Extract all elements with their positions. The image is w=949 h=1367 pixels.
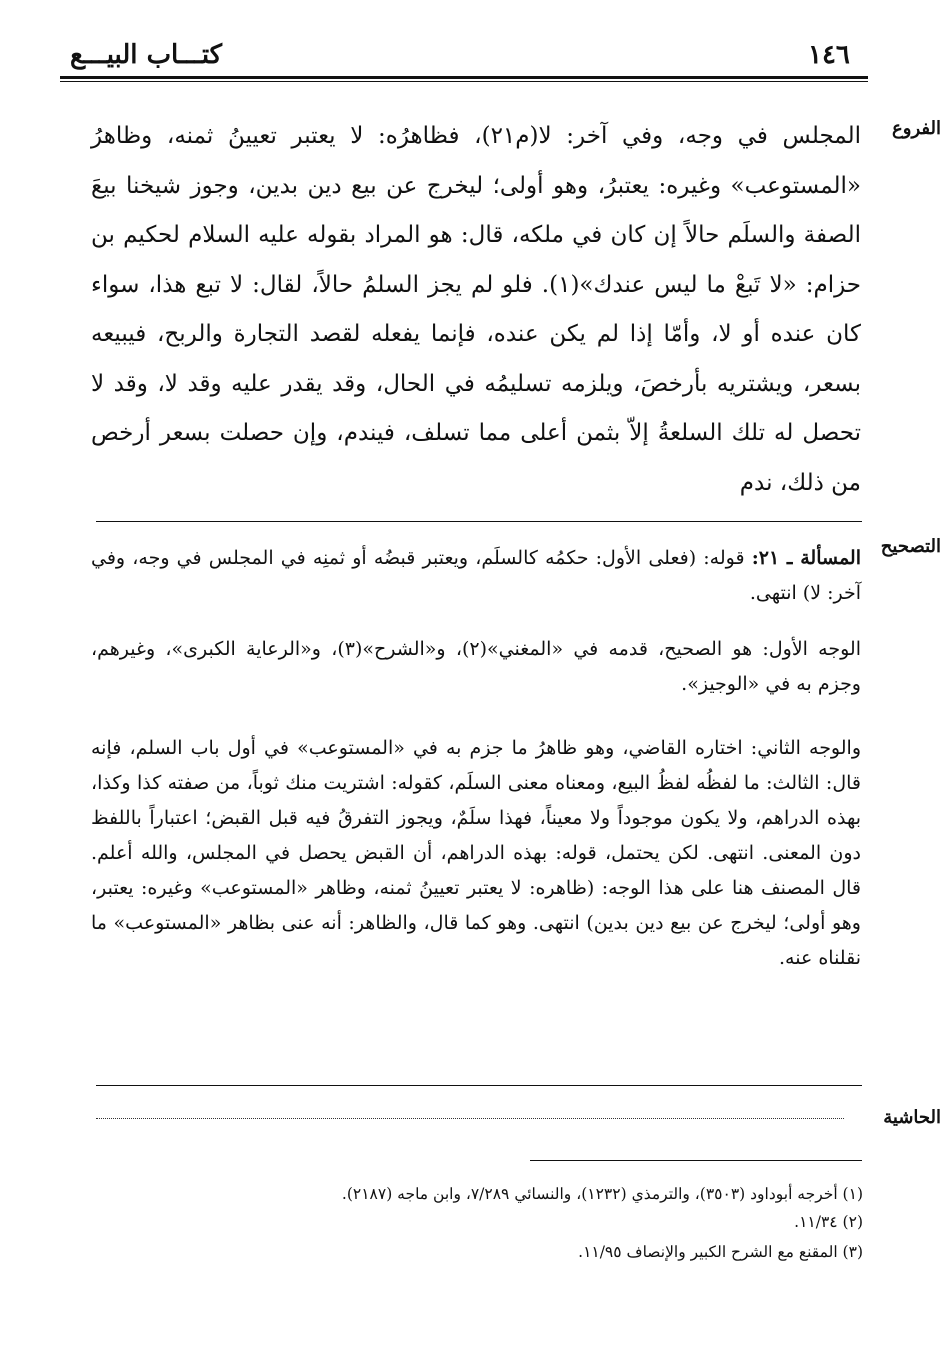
tashih-paragraph-1 — [91, 541, 861, 611]
footnote-3: (٣) المقنع مع الشرح الكبير والإنصاف ١١/٩٥. — [578, 1243, 863, 1261]
section-divider — [96, 521, 862, 522]
section-label-tashih: التصحيح — [880, 536, 941, 557]
section-label-furu: الفروع — [892, 118, 941, 139]
header-rule — [60, 76, 868, 79]
issue-quote: قوله: (فعلى الأول: حكمُه كالسلَم، ويعتبر قبضُه أو ثمنِه في المجلس في وجه، وفي آخر: لا) انتهى. — [91, 547, 861, 604]
footnote-2: (٢) ١١/٣٤. — [794, 1213, 863, 1231]
first-view-text: الوجه الأول: هو الصحيح، قدمه في «المغني»(٢)، و«الشرح»(٣)، و«الرعاية الكبرى»، وغيرهم، وجزم به في «الوجيز». — [91, 638, 861, 695]
tashih-paragraph-2 — [91, 632, 861, 702]
hashiya-dotted-line — [96, 1118, 844, 1119]
header-rule-thin — [60, 81, 868, 82]
tashih-paragraph-3 — [91, 731, 861, 976]
running-title: كتـــاب البيـــع — [70, 40, 223, 70]
footnote-1: (١) أخرجه أبوداود (٣٥٠٣)، والترمذي (١٢٣٢)، والنسائي ٧/٢٨٩، وابن ماجه (٢١٨٧). — [341, 1185, 863, 1203]
section-label-hashiya: الحاشية — [883, 1107, 941, 1128]
furu-text: المجلس في وجه، وفي آخر: لا(م٢١)، فظاهرُه: لا يعتبر تعيينُ ثمنه، وظاهرُ «المستوعب» وغيره: يعتبرُ، وهو أولى؛ ليخرج عن بيع دين بدين، وجوز شيخنا بيعَ الصفة والسلَم حالاً إن كان في ملكه، قال: هو المراد بقوله عليه السلام لحكيم بن حزام: «لا تَبعْ ما ليس عندك»(١). فلو لم يجز السلمُ حالاً، لقال: لا تبع هذا، سواء كان عنده أو لا، وأمّا إذا لم يكن عنده، فإنما يفعله لقصد التجارة والربح، فيبيعه بسعر، ويشتريه بأرخصَ، ويلزمه تسليمُه في الحال، وقد يقدر عليه وقد لا، وقد لا تحصل له تلك السلعةُ إلاّ بثمن أعلى مما تسلف، فيندم، وإن حصلت بسعر أرخص من ذلك، ندم — [91, 123, 861, 496]
page-number: ١٤٦ — [808, 40, 850, 70]
second-view-text: والوجه الثاني: اختاره القاضي، وهو ظاهرُ ما جزم به في «المستوعب» في أول باب السلم، فإنه قال: الثالث: ما لفظُه لفظُ البيع، ومعناه معنى السلَم، كقوله: اشتريت منك ثوباً، من صفته كذا وكذا، بهذه الدراهم، ولا يكون موجوداً ولا معيناً، فهذا سلَمٌ، ويجوز التفرقُ فيه قبل القبض؛ اعتباراً باللفظ دون المعنى. انتهى. لكن يحتمل، قوله: بهذه الدراهم، أن القبض يحصل في المجلس، والله أعلم. قال المصنف هنا على هذا الوجه: (ظاهره: لا يعتبر تعيينُ ثمنه، وظاهر «المستوعب» وغيره: يعتبر، وهو أولى؛ ليخرج عن بيع دين بدين) انتهى. وهو كما قال، والظاهر: أنه عنى بظاهر «المستوعب» ما نقلناه عنه. — [91, 737, 861, 969]
footnote-rule — [530, 1160, 862, 1161]
issue-heading: المسألة ـ ٢١: — [751, 547, 861, 569]
tashih-bottom-rule — [96, 1085, 862, 1086]
